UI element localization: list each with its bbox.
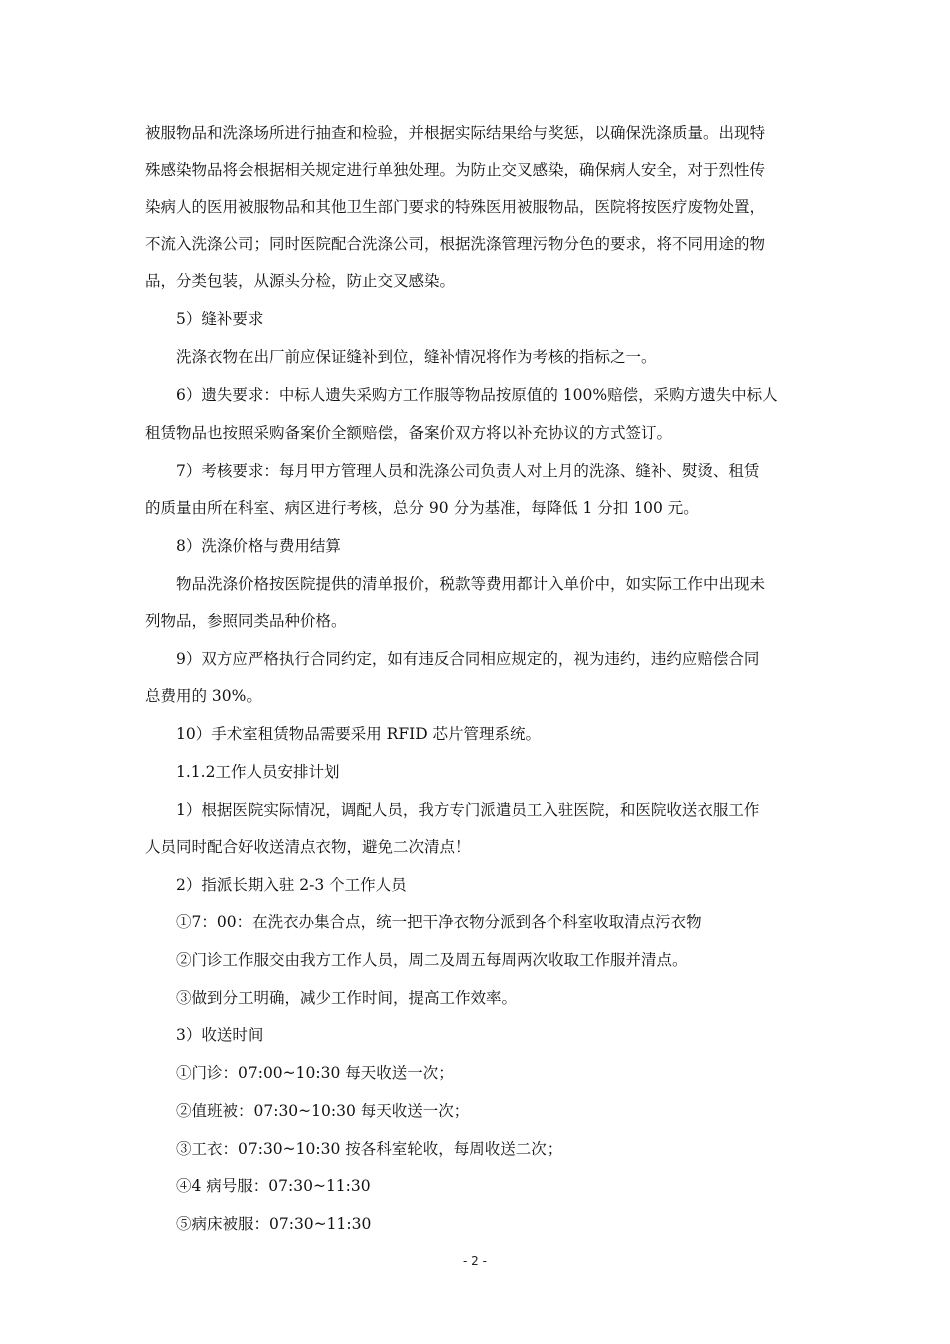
section-heading: 1.1.2工作人员安排计划 — [176, 763, 340, 781]
list-item: ③工衣：07:30~10:30 按各科室轮收，每周收送二次； — [176, 1140, 563, 1158]
paragraph-line: 9）双方应严格执行合同约定，如有违反合同相应规定的，视为违约，违约应赔偿合同 — [176, 650, 760, 668]
paragraph-line: 1）根据医院实际情况，调配人员，我方专门派遣员工入驻医院，和医院收送衣服工作 — [176, 801, 760, 819]
list-item: ⑤病床被服：07:30~11:30 — [176, 1215, 372, 1233]
list-item: ③做到分工明确，减少工作时间，提高工作效率。 — [176, 989, 518, 1007]
paragraph-line: 不流入洗涤公司；同时医院配合洗涤公司，根据洗涤管理污物分色的要求，将不同用途的物 — [145, 235, 766, 253]
paragraph-line: 总费用的 30%。 — [145, 687, 262, 705]
paragraph-line: 的质量由所在科室、病区进行考核，总分 90 分为基准，每降低 1 分扣 100 元。 — [145, 499, 699, 517]
paragraph-line: 6）遗失要求：中标人遗失采购方工作服等物品按原值的 100%赔偿，采购方遗失中标人 — [176, 386, 778, 404]
section-heading: 3）收送时间 — [176, 1026, 264, 1044]
paragraph-line: 租赁物品也按照采购备案价全额赔偿，备案价双方将以补充协议的方式签订。 — [145, 424, 673, 442]
page-number: - 2 - — [463, 1254, 487, 1268]
paragraph-line: 品，分类包装，从源头分检，防止交叉感染。 — [145, 272, 456, 290]
list-item: ①7：00：在洗衣办集合点，统一把干净衣物分派到各个科室收取清点污衣物 — [176, 913, 702, 931]
paragraph-line: 被服物品和洗涤场所进行抽查和检验，并根据实际结果给与奖惩，以确保洗涤质量。出现特 — [145, 124, 766, 142]
paragraph-line: 殊感染物品将会根据相关规定进行单独处理。为防止交叉感染，确保病人安全，对于烈性传 — [145, 161, 766, 179]
paragraph-line: 染病人的医用被服物品和其他卫生部门要求的特殊医用被服物品，医院将按医疗废物处置， — [145, 198, 766, 216]
list-item: ②门诊工作服交由我方工作人员，周二及周五每周两次收取工作服并清点。 — [176, 951, 688, 969]
list-item: ②值班被：07:30~10:30 每天收送一次； — [176, 1102, 470, 1120]
paragraph-line: 列物品，参照同类品种价格。 — [145, 612, 347, 630]
paragraph-line: 10）手术室租赁物品需要采用 RFID 芯片管理系统。 — [176, 725, 542, 743]
section-heading: 5）缝补要求 — [176, 310, 264, 328]
section-heading: 8）洗涤价格与费用结算 — [176, 537, 341, 555]
list-item: ④4 病号服：07:30~11:30 — [176, 1177, 371, 1195]
paragraph-line: 洗涤衣物在出厂前应保证缝补到位，缝补情况将作为考核的指标之一。 — [176, 348, 657, 366]
paragraph-line: 2）指派长期入驻 2-3 个工作人员 — [176, 876, 407, 894]
list-item: ①门诊：07:00~10:30 每天收送一次； — [176, 1064, 454, 1082]
paragraph-line: 7）考核要求：每月甲方管理人员和洗涤公司负责人对上月的洗涤、缝补、熨烫、租赁 — [176, 462, 760, 480]
paragraph-line: 物品洗涤价格按医院提供的清单报价，税款等费用都计入单价中，如实际工作中出现未 — [176, 575, 766, 593]
paragraph-line: 人员同时配合好收送清点衣物，避免二次清点！ — [145, 838, 471, 856]
